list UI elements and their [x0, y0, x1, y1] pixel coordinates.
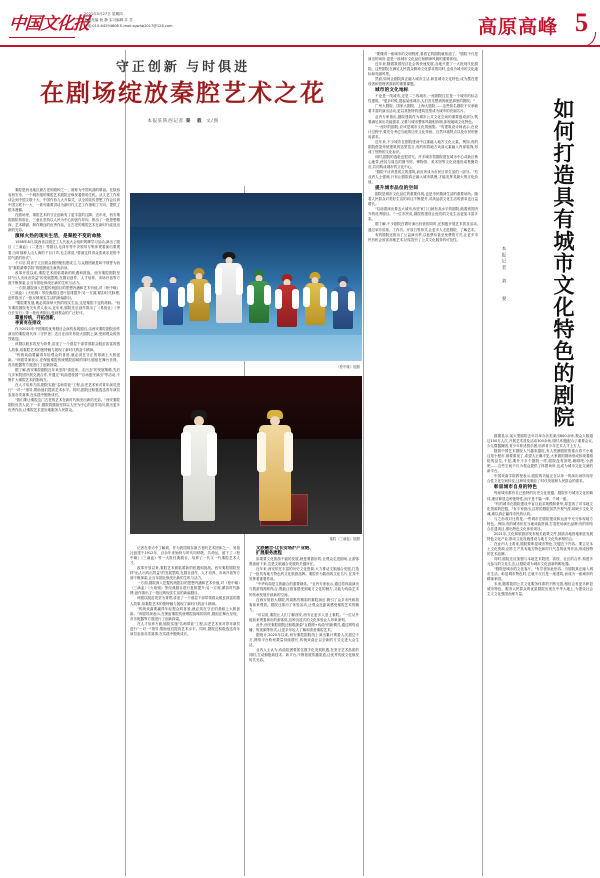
subheading-2-line2: 李寅有在排戏: [15, 320, 41, 326]
performer-sleeve: [292, 289, 299, 309]
photo-caption-1: 《柜中缘》剧照: [336, 365, 360, 369]
masthead: [0, 0, 600, 46]
subheading-3: 文旅融合·让长安塔沪产业链、: [256, 546, 314, 551]
right-article-column-1: [368, 52, 478, 874]
paragraph: 个月后,同省宁立区剧众剧团便组建成立,与众剧团就是叫中领誉为西安"秦腔最尊学院"的剧团诞生就的前身。: [8, 260, 120, 270]
performer-lead: [216, 257, 242, 335]
right-subheading-3: 彰显城市自身的特色: [494, 485, 538, 491]
main-byline: [6, 118, 360, 124]
right-subheading-2: 提升城市品位的空间: [375, 186, 419, 192]
main-headline-block: [6, 50, 360, 124]
paragraph: "一座好的剧院,应该是城市文化的缩影。"有建筑设计师表示,在设计过程中,要充分考虑当地的历史文化传统、自然环境特点以及市民的使用需求。: [368, 124, 478, 139]
paragraph: 同时,剧院还应加强与本地艺术院团、高校、社区的合作,构建多元参与的文化生态,让剧院成为城市文化创新的孵化器。: [487, 557, 593, 567]
paragraph: 中国戏曲学院教授表示,剧院的功能正在从单一的演出场所向综合性文化空间转变,这种转变顺应了时代发展和人民群众的需求。: [487, 474, 593, 484]
performer: [188, 273, 210, 335]
paragraph: 不论是一线城市,还是二三线城市,一座剧院往往是一个城市的标志性建筑。"很多时候,提起某座城市,人们首先想到的就是那里的剧院。": [368, 94, 478, 104]
paragraph: 记者在采访中了解到，作为我国现存最古老的艺术团体之一，易俗社创建于1912年，百余年来始终与时代同呼吸、共命运，留下了《柜中缘》《三滴血》等一大批经典剧目，培养了一代又一代秦腔艺术人才。: [130, 546, 240, 566]
stage-floor: [130, 335, 362, 361]
performer-sleeve: [320, 287, 327, 307]
masthead-editor: 本版责编 倪 静 实习编辑 井 竽: [84, 18, 133, 23]
article-column-3: [249, 546, 359, 874]
paragraph: 作为2021年中国秦腔优秀剧目会演的参展剧目,由西安秦腔剧院创作演出的秦腔现代戏《守护者》近日在西安易俗大剧院上演,受到观众的热烈欢迎。: [8, 327, 120, 342]
paragraph: "剧院是城市的文化客厅。"有学者如此形容。当剧院真正融入城市生活、彰显城市特色时,它就不仅仅是一座建筑,而成为一座城市的精神家园。: [487, 567, 593, 582]
right-article-headline: 如何打造具有城市文化特色的剧院: [551, 98, 574, 428]
performer-sleeve: [264, 285, 271, 305]
performer: [248, 275, 270, 335]
paragraph: 据了解,不少剧院在做好演出经营的同时,还积极开展艺术普及活动,通过举办讲座、工作坊、开放日等形式,让更多人走进剧院、了解艺术。: [368, 222, 478, 232]
performer-sleeve: [303, 287, 310, 307]
performer-water-sleeve: [284, 432, 293, 472]
subheading-3-line2: 扩展服务流程: [256, 550, 282, 556]
performer-sleeve: [187, 283, 194, 303]
paragraph: 随着中国艺术剧院人气越来越旺,有人预测剧院的重点将不小地这知小程市,都要重视了,希望人正确平见,大家做的剧场形成体现着剧院的品位,千是,要升不多个剧院一样,剧院没有茶吧,咖啡吧,小酒吧……这些空间不仅为观众提供了休憩场所,也成为城市文化交流的新平台。: [487, 449, 593, 474]
performer-sleeve: [215, 267, 222, 295]
performer-sleeve: [161, 287, 168, 307]
paragraph: "传统戏曲要赢得年轻观众的喜爱,就必须在守正的基础上大胆创新。"该剧导演表示,在保留秦腔传统唱腔韵味的同时,剧组在舞台呈现、音乐配器等方面进行了创新探索。: [8, 352, 120, 367]
paragraph: "要懂得一座城市的文明程度,看看它的剧院就知道了。"剧院不仅是演出的场所,更是一座城市文化品位和精神风貌的重要体现。: [368, 52, 478, 62]
paragraph: 每座城市都有自己独特的历史文化底蕴。剧院作为城市文化的载体,理应彰显这种独特性,而不是千篇一律、千城一面。: [487, 491, 593, 501]
paragraph: "有的城市在剧院建设中盲目追求规模和豪华,却忽视了对本地文化资源的挖掘。"有专家指出,这样的剧院虽然外观气派,却缺少文化灵魂,难以真正赢得市民的认同。: [487, 501, 593, 516]
column-rule-4: [482, 50, 483, 876]
paragraph: 同时,剧院的选址也很讲究。许多城市将剧院建在城市中心或新区核心地带,使其与周边的图书馆、博物馆、美术馆等文化设施形成集聚效应,共同构成城市的文化中心。: [368, 154, 478, 169]
performer-sleeve: [178, 287, 185, 307]
performer-sleeve: [135, 291, 142, 311]
newspaper-logo: 中国文化报: [8, 14, 90, 33]
performer-sleeve: [331, 291, 338, 311]
page-number: 5: [575, 8, 588, 37]
paragraph: 此外,西安秦腔剧院还积极探索"互联网+戏曲"的新模式,通过网络直播、短视频等形式,让更多年轻人了解和喜爱秦腔艺术。: [249, 622, 359, 632]
article-column-1: [8, 188, 120, 874]
right-subheading-1: 城市的文化地标: [375, 88, 409, 94]
paragraph: 业内专家指出,剧院建筑作为城市公共文化空间的重要组成部分,既要满足演出功能需求,又要与城市整体风貌相协调,体现地域文化特色。: [368, 114, 478, 124]
subheading-1: 演绎火热的现实生活，是秦腔不变的命脉: [15, 234, 102, 240]
performer-sleeve: [236, 267, 243, 295]
paragraph: "中华戏曲是文旅融合的重要载体。"业内专家表示,通过将戏曲演出与旅游线路相结合,既能让游客感受到地方文化的魅力,又能为戏曲艺术的传承发展开辟新的空间。: [249, 582, 359, 597]
paragraph: 该剧以脱贫攻坚为背景,讲述了一个基层干部带领群众脱贫致富的感人故事,用秦腔艺术的独特魅力展现了新时代的奋斗精神。: [130, 596, 240, 606]
performer-sleeve: [348, 291, 355, 311]
right-byline-name: 刘 妻: [501, 278, 506, 305]
paragraph: 在西安易俗大剧院,每周都有精彩的秦腔演出,吸引了众多市民和游客前来观看。剧院还推出了体验活动,让观众近距离感受秦腔艺术的魅力。: [249, 597, 359, 612]
performer-water-sleeve: [257, 432, 266, 472]
paragraph: 秦腔是西北地区最古老的剧种之一，被称为中国戏曲的鼻祖。在陕西省西安市，一个城市级的秦腔艺术剧院正焕发着勃勃生机。从文艺工作座谈会到中国文联十大、中国作协九大开幕式，从全国宣传思想工作会议到中国文联十一大，一系列重要讲话为新时代文艺工作指明了方向，提供了根本遵循。: [8, 188, 120, 213]
section-title: 高原高峰: [477, 17, 558, 38]
paragraph: 数据显示,某大型剧院去年共举办各类演出800余场,观众人数超过100万人次,开展艺术普及活动300余场,同时,积极配合了重要会议,少儿暨器舞团,青少年仲适管乐团,培养青少年艺术人才上万人。: [487, 434, 593, 449]
paragraph: 如果要文化旅游不能的发展,就是要靠好的,让观众走进剧场,让游客愿意留下来,这是文旅融合发展的关键所在。: [249, 557, 359, 567]
paragraph: "我们要让秦腔这门古老的艺术在新时代焕发出新的光彩。"西安秦腔剧院负责人说,下一步,剧院将继续坚持以人民为中心的创作导向,推出更多优秀作品,让秦腔艺术更好地服务人民群众。: [8, 397, 120, 413]
performer-sleeve: [247, 285, 254, 305]
paragraph: 在剧场里，秦腔艺术的守正创新有了更丰富的注脚。近年来，西安秦腔剧院易俗社、三意社坚持以人民为中心的创作导向，推出了一批思想精深、艺术精湛、制作精良的优秀作品，让古老的秦腔艺术在新时代绽放出新的光彩。: [8, 213, 120, 233]
paragraph: 在人才培养方面,剧院实施"名师带徒"工程,由老艺术家对青年演员进行"一对一"指导,帮助他们提高艺术水平。同时,剧院还积极选送青年演员参加各类赛事,在实践中锻炼成长。: [130, 621, 240, 636]
paragraph: 有的剧院还推出了公益演出季,以低票价甚至免费的方式,让更多市民有机会欣赏高雅艺术,切实提升了公共文化服务的可及性。: [368, 232, 478, 242]
masthead-date: 2021年5月27日 星期四: [84, 12, 123, 16]
main-headline: 在剧场绽放秦腔艺术之花: [40, 81, 326, 107]
photo-two-performers: [130, 376, 362, 534]
stage-curtain: [130, 376, 362, 439]
page-body: [0, 46, 600, 876]
paragraph: "秦腔要发展,就必须演绎火热的现实生活,这是秦腔不变的命脉。"西安秦腔剧院有关负责人表示,近年来,剧院先后创作推出了《易俗社》《李白长安行》等一批优秀剧目,受到观众的广泛好评。: [8, 300, 120, 316]
paragraph: 2021年,文化和旅游部发布相关政策文件,鼓励各地因地制宜发展特色文化产业,推动文化设施建设与地方文化传承相结合。: [487, 531, 593, 541]
paragraph: 1958年8月,陕西省汉剧艺工人代表大会组织观摩学习活动,演出了剧目《三滴血》《二进宫》等剧目,毛泽东等中央领导专集体观看演出要观看,当时那种人山人海的千百口声,毛主席说,"要演这样得众喜欢乐见的中国气派的形式"。: [8, 240, 120, 260]
column-rule-1: [125, 50, 126, 876]
paragraph: 一方面,剧院深入挖掘传统剧目的思想内涵和艺术价值,对《柜中缘》《三滴血》《火焰驹》等经典剧目进行复排提升;另一方面,紧扣时代脉搏,创作推出了一批反映现实生活的新编剧目。: [8, 285, 120, 300]
backdrop-top: [130, 193, 362, 227]
right-byline-prefix: 本报记者: [501, 246, 506, 272]
paragraph: 在业内人士看来,剧院要彰显城市特色,关键在于内容。要立足本土文化资源,创作生产具有地方特色和时代气息的优秀作品,形成独特的艺术品牌。: [487, 541, 593, 557]
paragraph: 与之形成对比的是,一些城市在剧院建设和运营中充分体现地方特色。例如,有的城市依托当地戏曲资源,打造驻场演出品牌;有的则结合非遗项目,推出特色文化体验项目。: [487, 516, 593, 531]
performer-sleeve: [275, 289, 282, 309]
masthead-info: [84, 11, 173, 30]
performer-water-sleeve: [181, 432, 191, 476]
photo-opera-troupe: [130, 193, 362, 361]
shoulder-headline: 守正创新 与时俱进: [115, 59, 251, 74]
byline-name: 秦 毅: [185, 119, 205, 124]
masthead-contact: 电话:010-64294608 E-mail:zgwhb2017@126.com: [84, 24, 173, 29]
right-article-byline: [500, 246, 506, 306]
performer-sleeve: [152, 291, 159, 311]
byline-suffix: 文/图: [206, 119, 219, 124]
paragraph: 然而,如何让剧院真正融入城市生活,彰显城市文化特色,成为摆在建设者和管理者面前的重要课题。: [368, 77, 478, 87]
paragraph: 该剧以脱贫攻坚为背景,讲述了一个基层干部带领群众脱贫致富的感人故事,用秦腔艺术的独特魅力展现了新时代的奋斗精神。: [8, 342, 120, 352]
paragraph: 未来,随着我国公共文化服务体系的不断完善,相信会有更多彰显城市特色、服务人民群众的优质剧院出现在中华大地上,为建设社会主义文化强国贡献力量。: [487, 582, 593, 597]
performer-left: [182, 416, 216, 528]
paragraph: 据统计,2020年以来,西安秦腔剧院线上演出累计观看人次超过千万,网络平台粉丝数量持续增长,传统戏曲正以全新的方式走进大众生活。: [249, 632, 359, 647]
photo-caption-2: 秦腔《三滴血》剧照: [329, 537, 360, 541]
paragraph: 广州大剧院、国家大剧院、上海大剧院……这些知名剧院不仅承载着丰富的演出活动,更以其独特的建筑造型成为城市的亮丽名片。: [368, 104, 478, 114]
paragraph: 业内人士认为,戏曲院团要抓住数字化发展机遇,在坚守艺术品质的同时,主动拥抱新技术、新平台,不断拓展传播渠道,让优秀传统文化焕发时代光彩。: [249, 648, 359, 663]
paragraph: "剧院不应该是孤立的建筑,而应该成为市民日常生活的一部分。"有业内人士强调,只有让剧院真正融入城市肌理,才能发挥其最大的文化价值。: [368, 170, 478, 185]
paragraph: "传统戏曲要赢得年轻观众的喜爱,就必须在守正的基础上大胆创新。"该剧导演表示,在保留秦腔传统唱腔韵味的同时,剧组在舞台呈现、音乐配器等方面进行了创新探索。: [130, 606, 240, 621]
paragraph: 剧院是城市文化品位的重要体现,也是市民精神生活的重要场所。随着人民群众对美好生活的向往不断提升,对高品质文化生活的需求也日益增长。: [368, 192, 478, 207]
paragraph: "以前看演出要去大城市,现在家门口就有高水平的剧院,能看到国内外的优秀剧目。"一位市民说,剧院的建设让他们的文化生活更加丰富多彩。: [368, 207, 478, 222]
subheading-2: 尊重传统，开拓创新，: [15, 316, 58, 322]
performer-sleeve: [204, 283, 211, 303]
paragraph: 一方面,剧院深入挖掘传统剧目的思想内涵和艺术价值,对《柜中缘》《三滴血》《火焰驹》等经典剧目进行复排提升;另一方面,紧扣时代脉搏,创作推出了一批反映现实生活的新编剧目。: [130, 581, 240, 596]
performer: [136, 281, 158, 335]
paragraph: 改革开放以来,秦腔艺术面临着新的机遇和挑战。西安秦腔剧院坚持"出人出戏出效益"的发展思路,在剧目创作、人才培养、市场开拓等方面不断探索,让百年剧社焕发出新的生机与活力。: [8, 270, 120, 285]
performer: [162, 277, 184, 335]
byline-prefix: 本报驻陕西记者: [147, 119, 184, 124]
performer-water-sleeve: [207, 432, 217, 476]
performer: [304, 277, 326, 335]
performer: [332, 281, 354, 335]
paragraph: 近年来,不少城市在剧院建设中注重融入地方文化元素。例如,有的剧院借鉴传统建筑的造型语言,有的则将地方戏曲元素融入内部装饰,形成了独特的文化标识。: [368, 139, 478, 154]
column-rule-3: [363, 50, 364, 876]
performer-right: [258, 416, 292, 528]
performer: [276, 279, 298, 335]
paragraph: 近年来,西安依托丰富的历史文化资源,大力推动文旅融合发展,打造了一批具有地方特色的文化旅游品牌。秦腔作为陕西的文化名片,在其中发挥着重要作用。: [249, 567, 359, 582]
article-column-2: [130, 546, 240, 874]
paragraph: 在人才培养方面,剧院实施"名师带徒"工程,由老艺术家对青年演员进行"一对一"指导,帮助他们提高艺术水平。同时,剧院还积极选送青年演员参加各类赛事,在实践中锻炼成长。: [8, 382, 120, 397]
logo-underline: [9, 37, 75, 38]
paragraph: "可以说,秦腔让人们了解西安,西安让更多人爱上秦腔。"一位从外地前来观看演出的游客说,这种沉浸式的文化体验让人印象深刻。: [249, 612, 359, 622]
right-article-column-2: [487, 434, 593, 874]
paragraph: 据了解,西安秦腔剧院近年来坚持"请进来、走出去"的发展策略,先后与多家院团开展交流合作,并通过"戏曲进校园""百场惠民演出"等活动,不断扩大秦腔艺术的影响力。: [8, 367, 120, 382]
paragraph: 改革开放以来,秦腔艺术面临着新的机遇和挑战。西安秦腔剧院坚持"出人出戏出效益"的发展思路,在剧目创作、人才培养、市场开拓等方面不断探索,让百年剧社焕发出新的生机与活力。: [130, 566, 240, 581]
paragraph: 近年来,随着我国经济社会的快速发展,各地兴建了一大批现代化剧院。这些剧院在满足人民群众精神文化需求的同时,也成为城市的文化地标和亮丽风景。: [368, 62, 478, 77]
